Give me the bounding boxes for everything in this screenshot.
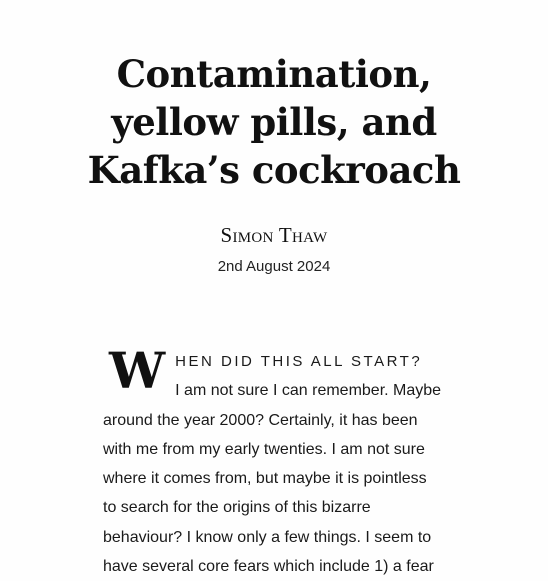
body-line: have several core fears which include 1) a fear [103, 558, 434, 576]
lead-in-text: HEN DID THIS ALL START? [175, 353, 423, 370]
body-line: with me from my early twenties. I am not sure [103, 440, 425, 458]
article-title-line: Contamination, [116, 52, 432, 96]
article-title-line: yellow pills, and [111, 100, 437, 144]
article-date: 2nd August 2024 [217, 258, 331, 275]
article-title [60, 50, 488, 194]
body-line: where it comes from, but maybe it is pointless [103, 470, 427, 488]
article-title-line: Kafka’s cockroach [87, 148, 461, 192]
drop-cap: W [109, 341, 166, 400]
article-author: Simon Thaw [220, 223, 328, 247]
body-line: behaviour? I know only a few things. I seem to [103, 528, 432, 546]
body-line: I am not sure I can remember. Maybe [175, 382, 442, 400]
body-line: around the year 2000? Certainly, it has been [103, 411, 418, 429]
article-body [103, 341, 463, 581]
body-line: to search for the origins of this bizarre [103, 499, 371, 517]
